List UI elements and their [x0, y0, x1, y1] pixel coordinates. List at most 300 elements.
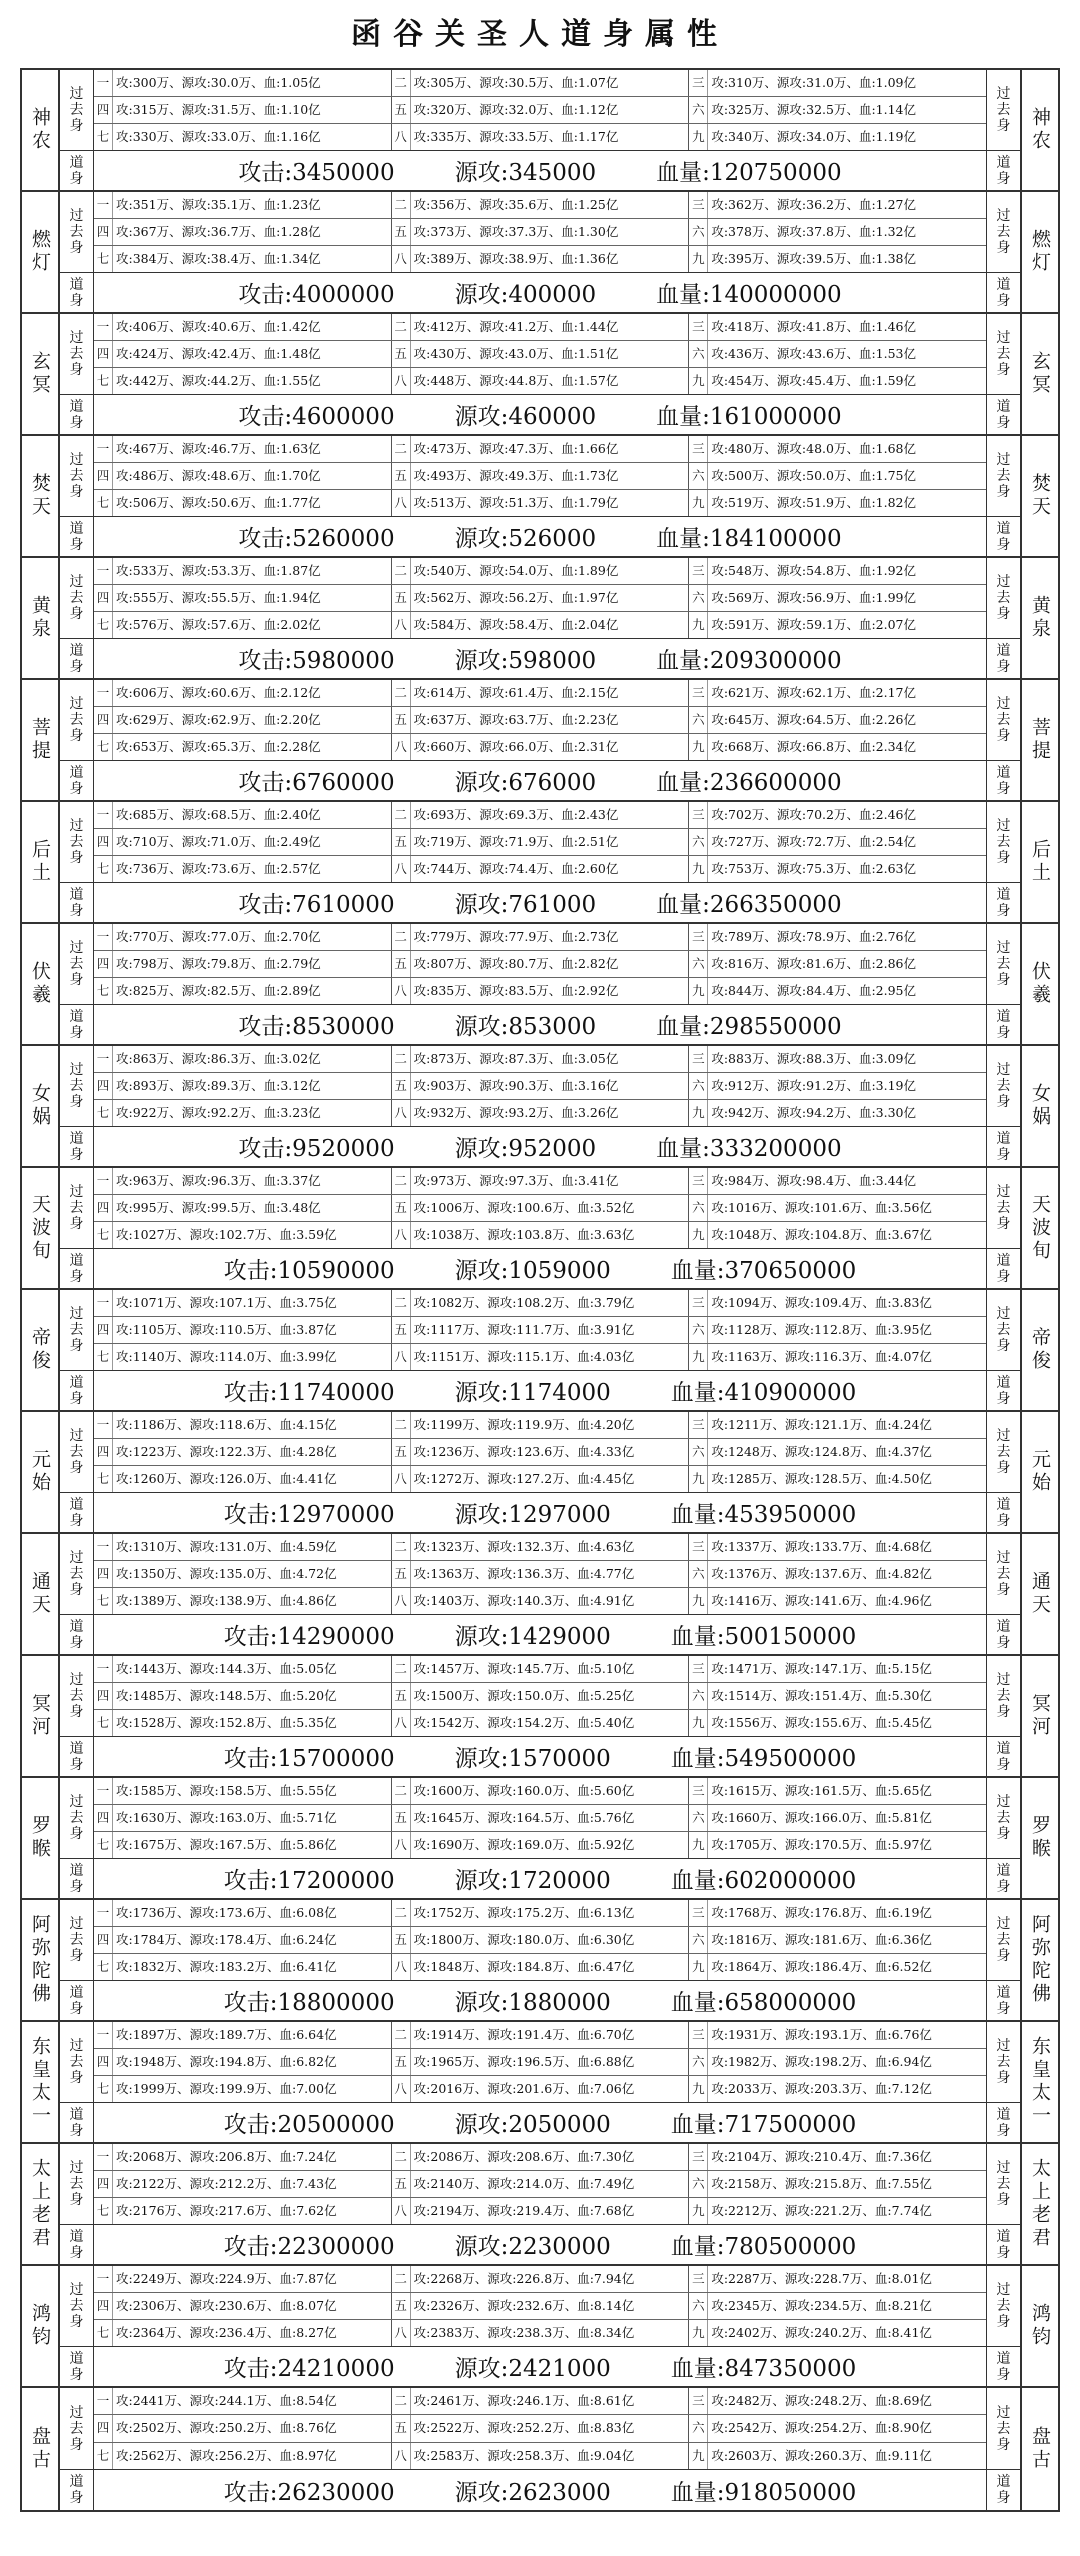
stage-number: 五 [392, 1073, 411, 1099]
stage-cell [94, 1954, 392, 1980]
stage-row [94, 734, 986, 760]
stage-stats: 攻:500万、源攻:50.0万、血:1.75亿 [711, 468, 917, 483]
stage-row [94, 802, 986, 829]
stage-row [94, 70, 986, 97]
stage-number: 八 [392, 1954, 411, 1980]
stage-number: 六 [689, 341, 708, 367]
stage-number: 七 [94, 734, 113, 760]
stage-number: 三 [689, 680, 708, 706]
dao-body-row [60, 1615, 1020, 1654]
stage-cell [689, 1168, 986, 1194]
saint-section [20, 1534, 1060, 1656]
dao-label-cell-right [986, 1615, 1020, 1654]
saint-body [60, 1534, 1020, 1654]
stage-row [94, 2171, 986, 2198]
stage-stats: 攻:418万、源攻:41.8万、血:1.46亿 [711, 319, 917, 334]
past-body-row [60, 1290, 1020, 1371]
stage-cell [94, 1412, 392, 1438]
stage-cell [392, 1290, 690, 1316]
stage-cell [392, 2022, 690, 2048]
past-label-cell [60, 192, 94, 272]
stage-number: 三 [689, 558, 708, 584]
saint-section [20, 2266, 1060, 2388]
stage-stats: 攻:893万、源攻:89.3万、血:3.12亿 [116, 1078, 321, 1093]
dao-summary [94, 1127, 986, 1166]
stage-stats: 攻:807万、源攻:80.7万、血:2.82亿 [413, 956, 619, 971]
stage-number: 五 [392, 1439, 411, 1465]
dao-body-row [60, 151, 1020, 190]
stage-number: 三 [689, 2388, 708, 2414]
stage-stats: 攻:1471万、源攻:147.1万、血:5.15亿 [711, 1661, 932, 1676]
stage-row [94, 1073, 986, 1100]
past-body-label: 过去身 [996, 574, 1011, 622]
stage-row [94, 2266, 986, 2293]
past-label-cell-right [986, 1290, 1020, 1370]
stage-stats: 攻:789万、源攻:78.9万、血:2.76亿 [711, 929, 917, 944]
past-body-label: 过去身 [996, 1794, 1011, 1842]
dao-body-label: 道身 [69, 1252, 84, 1285]
stage-cell [94, 341, 392, 367]
stage-number: 四 [94, 1073, 113, 1099]
stage-stats: 攻:637万、源攻:63.7万、血:2.23亿 [413, 712, 619, 727]
stage-grid [94, 1046, 986, 1126]
stage-number: 三 [689, 1656, 708, 1682]
past-body-label: 过去身 [69, 1916, 84, 1964]
stage-number: 三 [689, 2022, 708, 2048]
stage-stats: 攻:2249万、源攻:224.9万、血:7.87亿 [116, 2271, 337, 2286]
stage-grid [94, 1168, 986, 1248]
dao-body-label: 道身 [69, 2228, 84, 2261]
stage-stats: 攻:702万、源攻:70.2万、血:2.46亿 [711, 807, 917, 822]
stage-row [94, 2320, 986, 2346]
stage-number: 三 [689, 1412, 708, 1438]
stage-stats: 攻:903万、源攻:90.3万、血:3.16亿 [413, 1078, 619, 1093]
stage-stats: 攻:486万、源攻:48.6万、血:1.70亿 [116, 468, 321, 483]
stage-cell [94, 97, 392, 123]
stage-stats: 攻:1630万、源攻:163.0万、血:5.71亿 [116, 1810, 337, 1825]
saint-name: 伏羲 [29, 961, 51, 1007]
stage-cell [94, 490, 392, 516]
dao-body-label: 道身 [996, 1862, 1011, 1895]
stage-cell [94, 2266, 392, 2292]
source-attack-total: 源攻:1174000 [454, 1380, 611, 1406]
stage-number: 一 [94, 314, 113, 340]
stage-number: 九 [689, 2076, 708, 2102]
stage-cell [689, 246, 986, 272]
source-attack-total: 源攻:1880000 [454, 1990, 611, 2016]
saint-body [60, 558, 1020, 678]
stage-stats: 攻:584万、源攻:58.4万、血:2.04亿 [413, 617, 619, 632]
stage-row [94, 612, 986, 638]
dao-summary [94, 2347, 986, 2386]
stage-number: 七 [94, 1588, 113, 1614]
stage-number: 三 [689, 924, 708, 950]
stage-number: 三 [689, 1290, 708, 1316]
stage-row [94, 314, 986, 341]
saint-body [60, 436, 1020, 556]
stage-cell [689, 2076, 986, 2102]
dao-label-cell [60, 761, 94, 800]
past-label-cell-right [986, 1778, 1020, 1858]
past-body-label: 过去身 [69, 2282, 84, 2330]
stage-stats: 攻:922万、源攻:92.2万、血:3.23亿 [116, 1105, 321, 1120]
dao-body-label: 道身 [996, 1618, 1011, 1651]
stage-stats: 攻:1514万、源攻:151.4万、血:5.30亿 [711, 1688, 932, 1703]
stage-stats: 攻:310万、源攻:31.0万、血:1.09亿 [711, 75, 917, 90]
saint-name: 黄泉 [29, 595, 51, 641]
saint-section [20, 1900, 1060, 2022]
stage-row [94, 1168, 986, 1195]
stage-stats: 攻:1117万、源攻:111.7万、血:3.91亿 [413, 1322, 635, 1337]
hp-total: 血量:602000000 [670, 1868, 857, 1894]
saint-name: 菩提 [29, 717, 51, 763]
attack-total: 攻击:10590000 [223, 1258, 395, 1284]
stage-number: 六 [689, 2293, 708, 2319]
past-body-label: 过去身 [996, 2160, 1011, 2208]
past-body-label: 过去身 [996, 452, 1011, 500]
dao-label-cell [60, 2225, 94, 2264]
dao-label-cell [60, 1859, 94, 1898]
stage-cell [94, 924, 392, 950]
past-body-label: 过去身 [69, 1794, 84, 1842]
stage-stats: 攻:412万、源攻:41.2万、血:1.44亿 [413, 319, 619, 334]
stage-stats: 攻:367万、源攻:36.7万、血:1.28亿 [116, 224, 321, 239]
saint-name: 后土 [29, 839, 51, 885]
stage-number: 六 [689, 1805, 708, 1831]
saint-name: 燃灯 [29, 229, 51, 275]
stage-stats: 攻:519万、源攻:51.9万、血:1.82亿 [711, 495, 917, 510]
hp-total: 血量:717500000 [670, 2112, 857, 2138]
stage-number: 八 [392, 1710, 411, 1736]
saint-name: 神农 [1029, 107, 1051, 153]
stage-cell [689, 1954, 986, 1980]
source-attack-total: 源攻:2421000 [454, 2356, 611, 2382]
stage-number: 二 [392, 1534, 411, 1560]
stage-grid [94, 1656, 986, 1736]
saint-name-left [20, 1900, 60, 2020]
stage-stats: 攻:2542万、源攻:254.2万、血:8.90亿 [711, 2420, 932, 2436]
stage-stats: 攻:473万、源攻:47.3万、血:1.66亿 [413, 441, 619, 456]
stage-number: 六 [689, 1317, 708, 1343]
stage-row [94, 1534, 986, 1561]
stage-cell [689, 951, 986, 977]
dao-summary [94, 1859, 986, 1898]
saint-name-left [20, 1168, 60, 1288]
stage-number: 七 [94, 2198, 113, 2224]
stage-row [94, 2076, 986, 2102]
past-label-cell-right [986, 2266, 1020, 2346]
past-label-cell [60, 802, 94, 882]
stage-stats: 攻:480万、源攻:48.0万、血:1.68亿 [711, 441, 917, 456]
stage-row [94, 1656, 986, 1683]
stage-row [94, 1100, 986, 1126]
past-body-label: 过去身 [69, 818, 84, 866]
stage-stats: 攻:779万、源攻:77.9万、血:2.73亿 [413, 929, 619, 944]
saint-body [60, 924, 1020, 1044]
saint-body [60, 680, 1020, 800]
stage-stats: 攻:1457万、源攻:145.7万、血:5.10亿 [413, 1661, 635, 1676]
saint-name: 元始 [29, 1449, 51, 1495]
saint-name-right [1020, 1900, 1060, 2020]
saint-name-left [20, 1046, 60, 1166]
attack-total: 攻击:12970000 [223, 1502, 395, 1528]
source-attack-total: 源攻:1720000 [454, 1868, 611, 1894]
stage-number: 四 [94, 1195, 113, 1221]
stage-cell [94, 1561, 392, 1587]
saint-section [20, 680, 1060, 802]
stage-stats: 攻:653万、源攻:65.3万、血:2.28亿 [116, 739, 321, 754]
past-label-cell-right [986, 2144, 1020, 2224]
saint-name-left [20, 1412, 60, 1532]
dao-label-cell [60, 2470, 94, 2510]
stage-stats: 攻:562万、源攻:56.2万、血:1.97亿 [413, 590, 619, 605]
stage-stats: 攻:1645万、源攻:164.5万、血:5.76亿 [413, 1810, 635, 1825]
stage-grid [94, 1412, 986, 1492]
dao-label-cell [60, 273, 94, 312]
saint-section [20, 924, 1060, 1046]
saint-name: 东皇太一 [1029, 2036, 1051, 2128]
saint-name: 太上老君 [29, 2158, 51, 2250]
past-label-cell [60, 314, 94, 394]
dao-body-label: 道身 [996, 2474, 1011, 2507]
stage-number: 一 [94, 1046, 113, 1072]
stage-row [94, 463, 986, 490]
saint-body [60, 2144, 1020, 2264]
stage-cell [689, 1046, 986, 1072]
past-body-label: 过去身 [69, 696, 84, 744]
stage-stats: 攻:2522万、源攻:252.2万、血:8.83亿 [413, 2420, 635, 2436]
stage-stats: 攻:373万、源攻:37.3万、血:1.30亿 [413, 224, 619, 239]
stage-stats: 攻:770万、源攻:77.0万、血:2.70亿 [116, 929, 321, 944]
hp-total: 血量:184100000 [656, 526, 842, 552]
stage-cell [392, 1588, 690, 1614]
hp-total: 血量:370650000 [670, 1258, 857, 1284]
past-body-label: 过去身 [996, 2038, 1011, 2086]
stage-cell [392, 490, 690, 516]
stage-stats: 攻:1094万、源攻:109.4万、血:3.83亿 [711, 1295, 932, 1310]
past-body-label: 过去身 [69, 208, 84, 256]
dao-summary [94, 1493, 986, 1532]
dao-body-label: 道身 [69, 398, 84, 431]
stage-number: 四 [94, 341, 113, 367]
stage-number: 一 [94, 2388, 113, 2414]
past-body-label: 过去身 [69, 86, 84, 134]
saint-name: 冥河 [29, 1693, 51, 1739]
source-attack-total: 源攻:598000 [454, 648, 597, 674]
past-label-cell-right [986, 1900, 1020, 1980]
dao-body-label: 道身 [69, 1374, 84, 1407]
dao-label-cell-right [986, 1127, 1020, 1166]
past-body-label: 过去身 [996, 208, 1011, 256]
stage-cell [689, 924, 986, 950]
hp-total: 血量:549500000 [670, 1746, 857, 1772]
stage-cell [392, 314, 690, 340]
saint-name: 罗睺 [1029, 1815, 1051, 1861]
stage-stats: 攻:1999万、源攻:199.9万、血:7.00亿 [116, 2081, 337, 2096]
dao-body-label: 道身 [996, 1252, 1011, 1285]
saint-name-left [20, 1534, 60, 1654]
stage-cell [689, 192, 986, 218]
stage-number: 七 [94, 490, 113, 516]
stage-number: 六 [689, 463, 708, 489]
stage-number: 七 [94, 856, 113, 882]
dao-body-label: 道身 [996, 276, 1011, 309]
stage-stats: 攻:1363万、源攻:136.3万、血:4.77亿 [413, 1566, 635, 1581]
stage-stats: 攻:513万、源攻:51.3万、血:1.79亿 [413, 495, 619, 510]
stage-stats: 攻:430万、源攻:43.0万、血:1.51亿 [413, 346, 619, 361]
stage-row [94, 1683, 986, 1710]
dao-body-label: 道身 [69, 1740, 84, 1773]
saint-name: 东皇太一 [29, 2036, 51, 2128]
attribute-table [20, 68, 1060, 2512]
dao-body-label: 道身 [69, 520, 84, 553]
stage-number: 九 [689, 1832, 708, 1858]
stage-stats: 攻:2345万、源攻:234.5万、血:8.21亿 [711, 2298, 932, 2313]
dao-summary [94, 151, 986, 190]
stage-stats: 攻:2268万、源攻:226.8万、血:7.94亿 [413, 2271, 635, 2286]
stage-stats: 攻:1038万、源攻:103.8万、血:3.63亿 [413, 1227, 635, 1242]
stage-cell [94, 2198, 392, 2224]
saint-name-left [20, 436, 60, 556]
stage-row [94, 1290, 986, 1317]
stage-stats: 攻:1675万、源攻:167.5万、血:5.86亿 [116, 1837, 337, 1852]
stage-stats: 攻:340万、源攻:34.0万、血:1.19亿 [711, 129, 917, 144]
dao-body-label: 道身 [69, 1130, 84, 1163]
stage-grid [94, 1534, 986, 1614]
stage-cell [94, 1344, 392, 1370]
dao-summary [94, 2470, 986, 2510]
stage-stats: 攻:727万、源攻:72.7万、血:2.54亿 [711, 834, 917, 849]
stage-cell [94, 1100, 392, 1126]
stage-stats: 攻:736万、源攻:73.6万、血:2.57亿 [116, 861, 321, 876]
stage-stats: 攻:668万、源攻:66.8万、血:2.34亿 [711, 739, 917, 754]
past-label-cell [60, 1656, 94, 1736]
stage-cell [689, 1683, 986, 1709]
stage-cell [392, 2388, 690, 2414]
stage-cell [392, 1534, 690, 1560]
stage-number: 四 [94, 707, 113, 733]
dao-label-cell [60, 1615, 94, 1654]
dao-label-cell-right [986, 1981, 1020, 2020]
hp-total: 血量:140000000 [656, 282, 842, 308]
dao-label-cell-right [986, 2470, 1020, 2510]
stage-grid [94, 680, 986, 760]
stage-cell [94, 463, 392, 489]
stage-number: 四 [94, 1805, 113, 1831]
stage-number: 五 [392, 1927, 411, 1953]
past-body-label: 过去身 [996, 818, 1011, 866]
stage-cell [392, 1927, 690, 1953]
saint-name: 天波旬 [1029, 1193, 1051, 1263]
past-body-row [60, 2388, 1020, 2470]
dao-summary [94, 1737, 986, 1776]
past-label-cell-right [986, 192, 1020, 272]
past-label-cell [60, 1778, 94, 1858]
stage-row [94, 2144, 986, 2171]
stage-cell [689, 680, 986, 706]
stage-row [94, 246, 986, 272]
past-label-cell [60, 1290, 94, 1370]
dao-body-row [60, 1005, 1020, 1044]
past-body-label: 过去身 [69, 2404, 84, 2453]
stage-row [94, 1412, 986, 1439]
stage-stats: 攻:710万、源攻:71.0万、血:2.49亿 [116, 834, 321, 849]
saint-body [60, 1656, 1020, 1776]
dao-label-cell [60, 1981, 94, 2020]
stage-stats: 攻:362万、源攻:36.2万、血:1.27亿 [711, 197, 917, 212]
stage-stats: 攻:1914万、源攻:191.4万、血:6.70亿 [413, 2027, 635, 2042]
stage-stats: 攻:1272万、源攻:127.2万、血:4.45亿 [413, 1471, 635, 1486]
dao-label-cell [60, 151, 94, 190]
dao-body-label: 道身 [996, 2228, 1011, 2261]
stage-grid [94, 802, 986, 882]
stage-number: 八 [392, 1466, 411, 1492]
past-label-cell-right [986, 1412, 1020, 1492]
hp-total: 血量:918050000 [670, 2479, 857, 2506]
stage-stats: 攻:389万、源攻:38.9万、血:1.36亿 [413, 251, 619, 266]
stage-grid [94, 2388, 986, 2469]
stage-cell [392, 1832, 690, 1858]
stage-cell [392, 2198, 690, 2224]
stage-cell [689, 219, 986, 245]
hp-total: 血量:209300000 [656, 648, 842, 674]
dao-label-cell-right [986, 395, 1020, 434]
dao-label-cell-right [986, 517, 1020, 556]
saint-name: 焚天 [1029, 473, 1051, 519]
stage-cell [94, 2443, 392, 2469]
stage-stats: 攻:2441万、源攻:244.1万、血:8.54亿 [116, 2393, 337, 2408]
past-label-cell-right [986, 1534, 1020, 1614]
saint-name-right [1020, 1046, 1060, 1166]
stage-grid [94, 314, 986, 394]
stage-number: 九 [689, 1588, 708, 1614]
stage-stats: 攻:1006万、源攻:100.6万、血:3.52亿 [413, 1200, 635, 1215]
stage-row [94, 1900, 986, 1927]
source-attack-total: 源攻:2623000 [454, 2479, 611, 2506]
stage-number: 二 [392, 1168, 411, 1194]
stage-number: 二 [392, 1290, 411, 1316]
stage-stats: 攻:1965万、源攻:196.5万、血:6.88亿 [413, 2054, 635, 2069]
saint-name: 盘古 [1029, 2426, 1051, 2472]
stage-number: 一 [94, 1412, 113, 1438]
stage-number: 五 [392, 97, 411, 123]
attack-total: 攻击:5260000 [238, 526, 395, 552]
saint-name-left [20, 1778, 60, 1898]
past-label-cell-right [986, 1168, 1020, 1248]
stage-number: 三 [689, 2266, 708, 2292]
past-body-label: 过去身 [996, 940, 1011, 988]
stage-row [94, 680, 986, 707]
stage-row [94, 1344, 986, 1370]
stage-number: 九 [689, 124, 708, 150]
stage-number: 六 [689, 97, 708, 123]
stage-stats: 攻:384万、源攻:38.4万、血:1.34亿 [116, 251, 321, 266]
stage-number: 五 [392, 1683, 411, 1709]
stage-stats: 攻:1485万、源攻:148.5万、血:5.20亿 [116, 1688, 337, 1703]
stage-number: 一 [94, 1900, 113, 1926]
past-body-row [60, 802, 1020, 883]
stage-number: 九 [689, 2443, 708, 2469]
stage-stats: 攻:932万、源攻:93.2万、血:3.26亿 [413, 1105, 619, 1120]
stage-cell [689, 70, 986, 96]
past-label-cell-right [986, 1656, 1020, 1736]
stage-stats: 攻:693万、源攻:69.3万、血:2.43亿 [413, 807, 619, 822]
attack-total: 攻击:20500000 [223, 2112, 395, 2138]
dao-summary [94, 2103, 986, 2142]
stage-stats: 攻:1128万、源攻:112.8万、血:3.95亿 [711, 1322, 932, 1337]
stage-stats: 攻:621万、源攻:62.1万、血:2.17亿 [711, 685, 917, 700]
stage-row [94, 1805, 986, 1832]
